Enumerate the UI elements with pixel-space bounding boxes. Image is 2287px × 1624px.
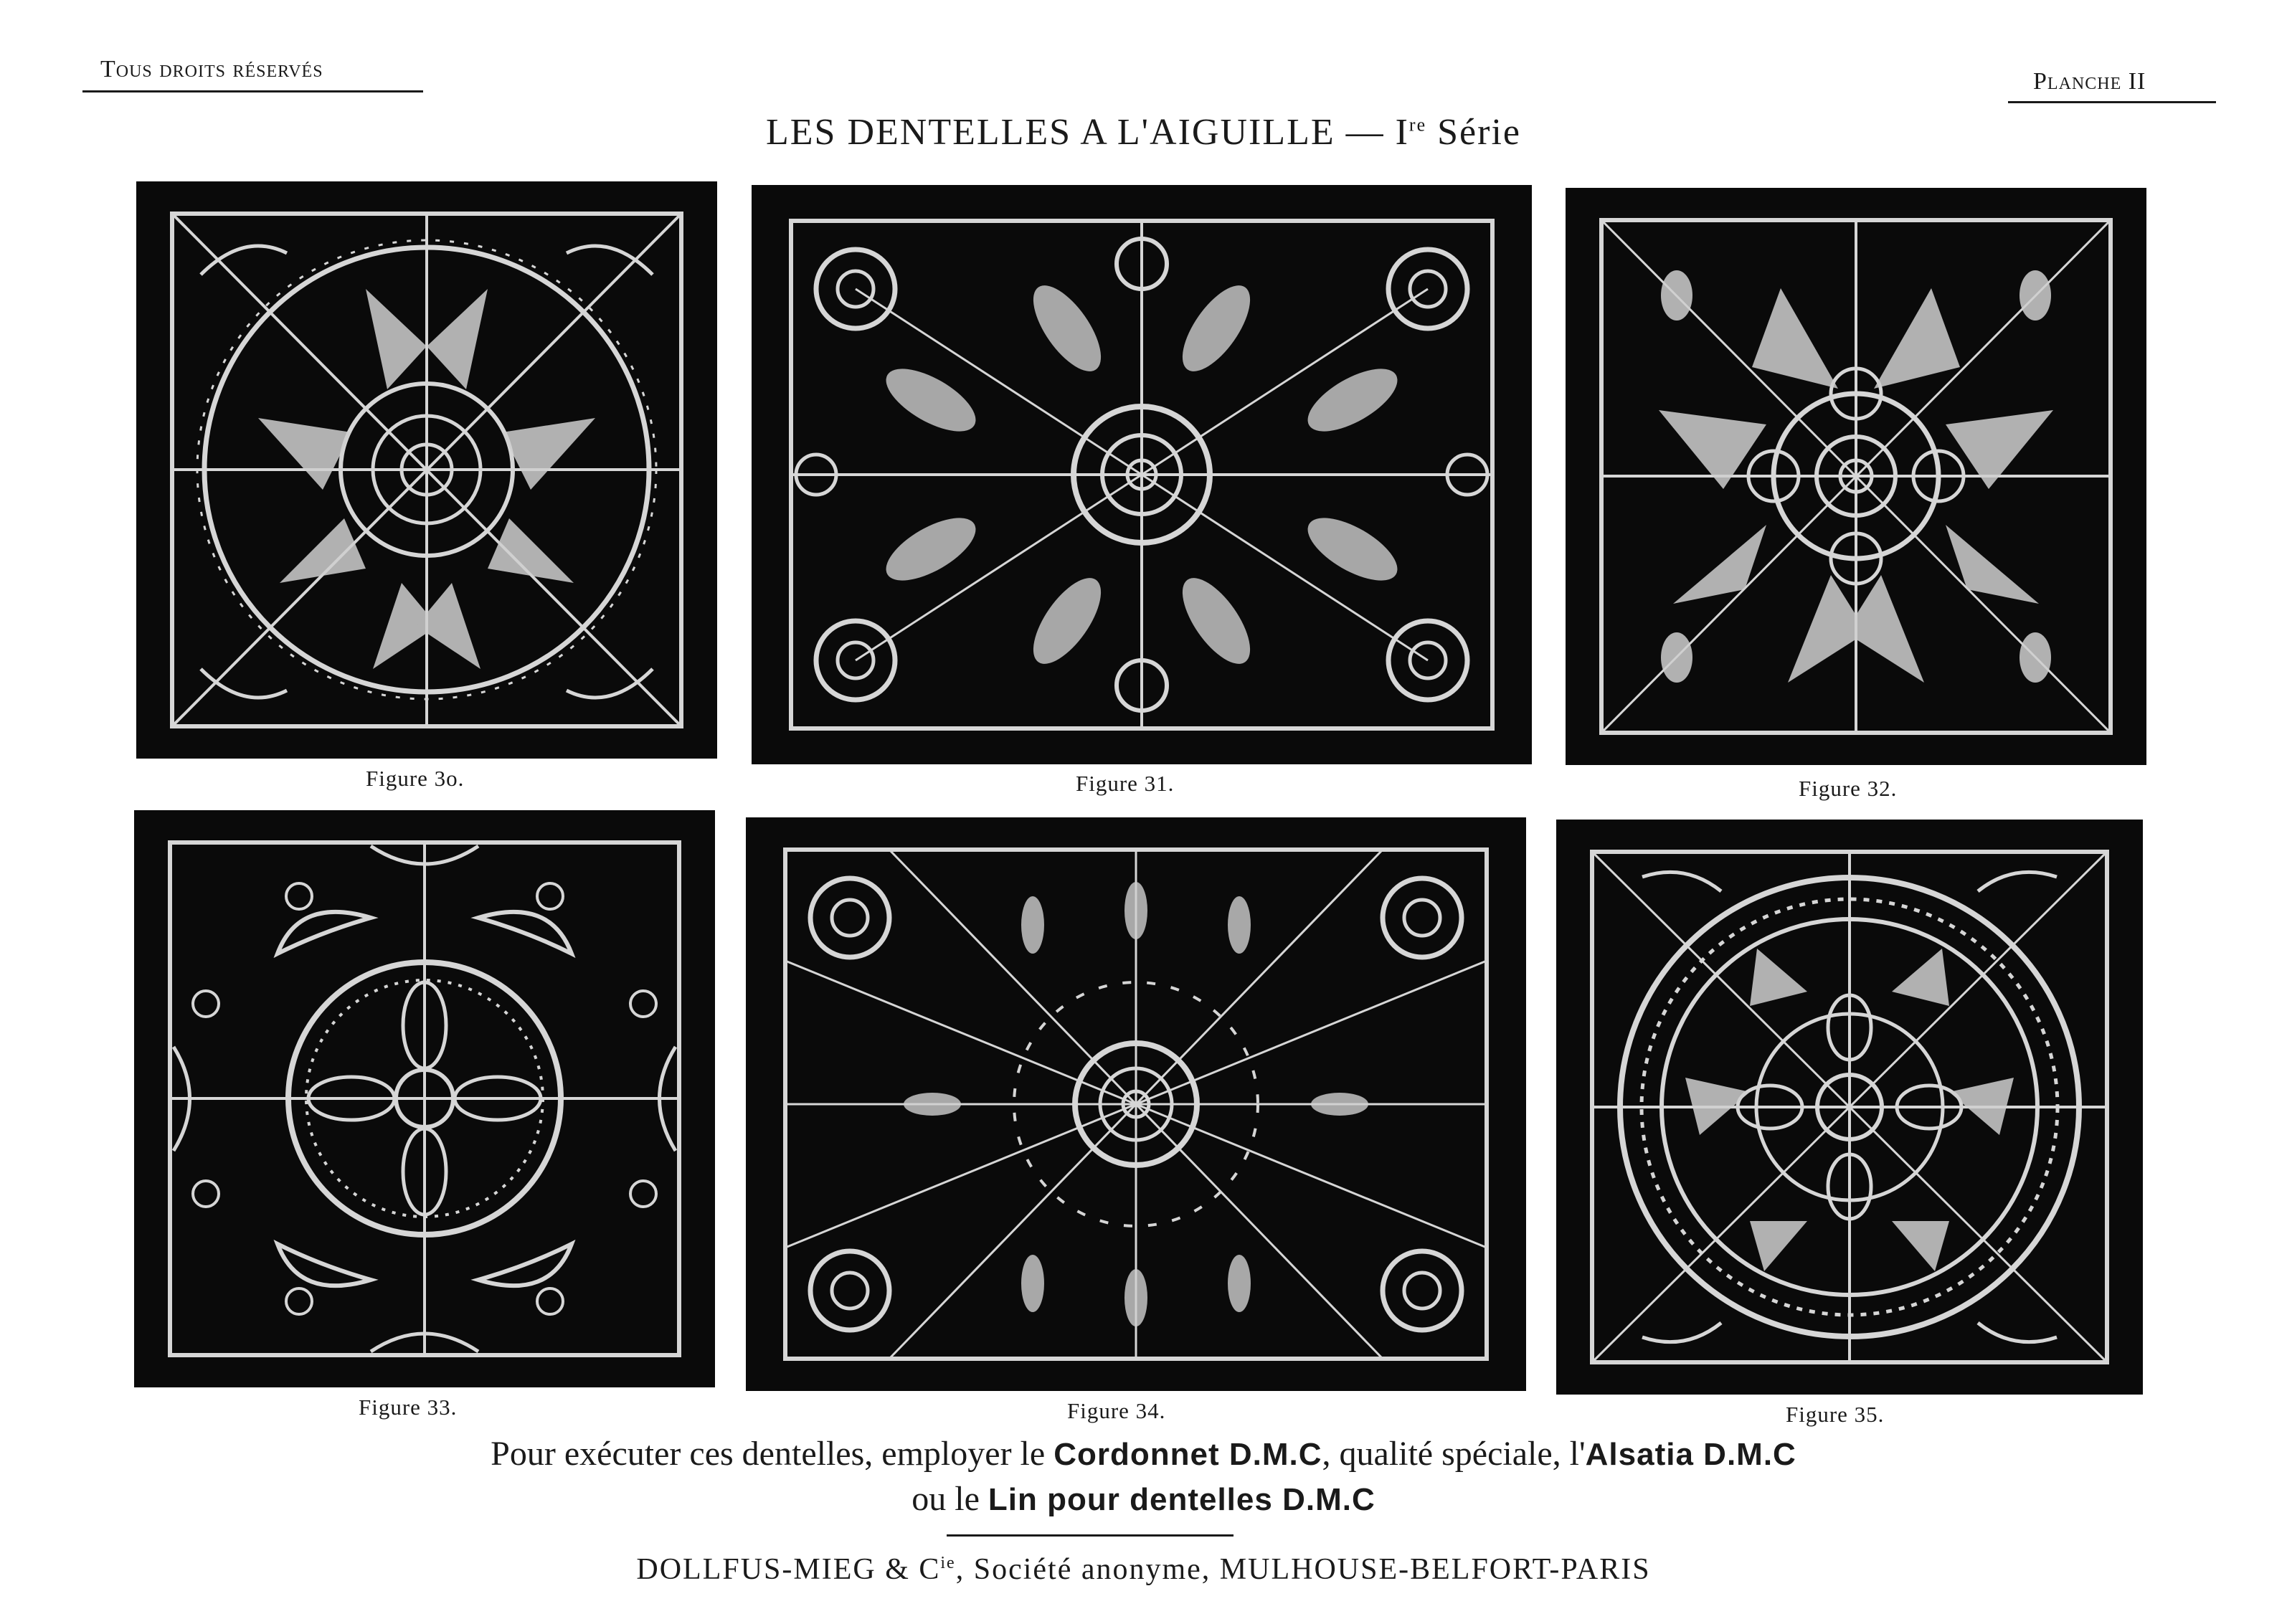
- figure-33-caption: Figure 33.: [359, 1395, 458, 1420]
- rights-reserved-label: Tous droits réservés: [82, 56, 423, 92]
- lace-pattern-32: [1566, 188, 2146, 765]
- divider-rule: [947, 1534, 1234, 1537]
- footer-rest: , Société anonyme, MULHOUSE-BELFORT-PARIS: [955, 1553, 1651, 1586]
- lace-pattern-33: [134, 810, 715, 1387]
- figure-31-caption: Figure 31.: [1076, 771, 1175, 796]
- instructions-product-cordonnet: Cordonnet D.M.C: [1053, 1437, 1322, 1472]
- lace-pattern-30: [136, 181, 717, 759]
- publisher-footer: [0, 1552, 2287, 1587]
- figure-30-caption: Figure 3o.: [366, 766, 465, 791]
- plate-label: Planche II: [2008, 68, 2216, 103]
- title-series: Série: [1426, 112, 1521, 153]
- instructions-product-lin: Lin pour dentelles D.M.C: [988, 1482, 1375, 1517]
- lace-pattern-35: [1556, 820, 2143, 1395]
- figure-34-lace: [746, 817, 1526, 1391]
- lace-pattern-34: [746, 817, 1526, 1391]
- title-superscript: re: [1408, 114, 1427, 136]
- figure-31-lace: [752, 185, 1532, 764]
- figure-33-lace: [134, 810, 715, 1387]
- figure-35-lace: [1556, 820, 2143, 1395]
- instructions-text-ou: ou le: [912, 1480, 988, 1518]
- instructions-line-1: [0, 1434, 2287, 1473]
- figure-34-caption: Figure 34.: [1067, 1398, 1166, 1423]
- instructions-text-c: , qualité spéciale, l': [1322, 1435, 1586, 1473]
- figure-35-caption: Figure 35.: [1786, 1402, 1885, 1427]
- instructions-product-alsatia: Alsatia D.M.C: [1585, 1437, 1796, 1472]
- figure-32-caption: Figure 32.: [1799, 776, 1898, 801]
- title-main: LES DENTELLES A L'AIGUILLE — I: [766, 112, 1409, 153]
- figure-30-lace: [136, 181, 717, 759]
- instructions-line-2: [0, 1479, 2287, 1519]
- page-title: [0, 111, 2287, 153]
- lace-pattern-31: [752, 185, 1532, 764]
- footer-company-superscript: ie: [940, 1554, 956, 1572]
- figure-32-lace: [1566, 188, 2146, 765]
- footer-company: DOLLFUS-MIEG & C: [636, 1553, 941, 1586]
- instructions-text-a: Pour exécuter ces dentelles, employer le: [491, 1435, 1054, 1473]
